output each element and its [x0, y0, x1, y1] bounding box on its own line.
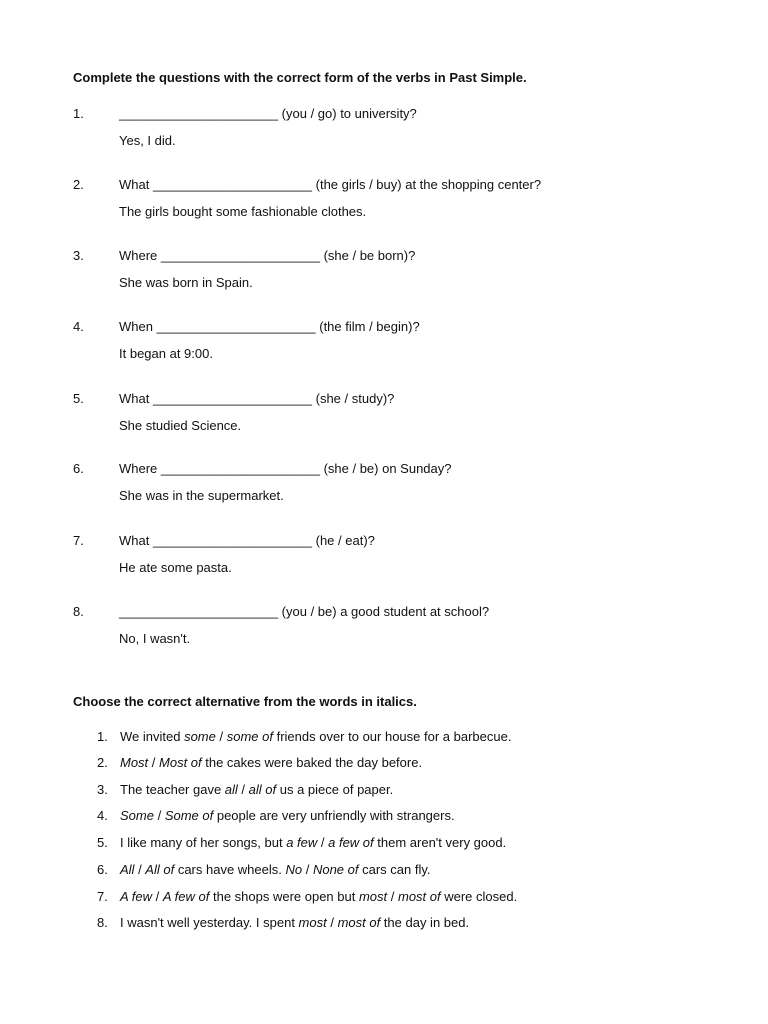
exercise2-item	[97, 915, 469, 930]
item-number: 1.	[97, 729, 108, 744]
question-text: ______________________ (you / be) a good student at school?	[119, 604, 490, 619]
alternative-text: a few	[286, 835, 318, 850]
alternative-text: most	[358, 889, 388, 904]
exercise1-instruction: Complete the questions with the correct form of the verbs in Past Simple.	[73, 70, 527, 85]
item-number: 7.	[97, 889, 108, 904]
item-number: 8.	[97, 915, 108, 930]
exercise2-item	[97, 808, 455, 823]
alternative-text: All of	[145, 862, 175, 877]
item-number: 2.	[97, 755, 108, 770]
sentence-text: were closed.	[440, 889, 518, 904]
sentence-text: I like many of her songs, but	[120, 835, 287, 850]
exercise2-item	[97, 729, 511, 744]
answer-text: She was in the supermarket.	[119, 488, 284, 503]
alternative-text: some	[184, 729, 216, 744]
sentence-text: the cakes were baked the day before.	[201, 755, 423, 770]
alternative-text: Most	[120, 755, 149, 770]
alternative-text: all of	[248, 782, 277, 797]
alternative-text: all	[224, 782, 238, 797]
exercise2-item	[97, 862, 431, 877]
separator: /	[317, 835, 329, 850]
item-number: 7.	[73, 533, 84, 548]
alternative-text: a few of	[328, 835, 374, 850]
sentence-text: them aren't very good.	[373, 835, 507, 850]
item-number: 1.	[73, 106, 84, 121]
item-number: 6.	[97, 862, 108, 877]
separator: /	[153, 808, 165, 823]
answer-text: She studied Science.	[119, 418, 242, 433]
exercise2-item	[97, 835, 506, 850]
sentence-text: cars have wheels.	[174, 862, 286, 877]
question-text: What ______________________ (she / study)?	[119, 391, 395, 406]
sentence-text: The teacher gave	[120, 782, 225, 797]
question-text: Where ______________________ (she / be) on Sunday?	[119, 461, 452, 476]
separator: /	[134, 862, 146, 877]
alternative-text: most of	[337, 915, 381, 930]
sentence-text: I wasn't well yesterday. I spent	[120, 915, 299, 930]
item-number: 8.	[73, 604, 84, 619]
separator: /	[302, 862, 313, 877]
alternative-text: some of	[226, 729, 273, 744]
question-text: What ______________________ (the girls / buy) at the shopping center?	[119, 177, 542, 192]
item-number: 3.	[97, 782, 108, 797]
exercise2-item	[97, 755, 422, 770]
alternative-text: most	[298, 915, 327, 930]
answer-text: No, I wasn't.	[119, 631, 191, 646]
answer-text: The girls bought some fashionable clothes.	[119, 204, 367, 219]
separator: /	[237, 782, 249, 797]
answer-text: She was born in Spain.	[119, 275, 253, 290]
question-text: Where ______________________ (she / be born)?	[119, 248, 416, 263]
item-number: 4.	[97, 808, 108, 823]
alternative-text: A few of	[162, 889, 210, 904]
sentence-text: friends over to our house for a barbecue.	[272, 729, 512, 744]
item-number: 5.	[73, 391, 84, 406]
sentence-text: the shops were open but	[209, 889, 359, 904]
question-text: When ______________________ (the film / begin)?	[119, 319, 420, 334]
sentence-text: the day in bed.	[380, 915, 470, 930]
alternative-text: most of	[397, 889, 441, 904]
alternative-text: Most of	[159, 755, 202, 770]
alternative-text: Some	[120, 808, 154, 823]
answer-text: It began at 9:00.	[119, 346, 213, 361]
item-number: 2.	[73, 177, 84, 192]
alternative-text: A few	[120, 889, 153, 904]
item-number: 4.	[73, 319, 84, 334]
exercise2-item	[97, 782, 393, 797]
answer-text: He ate some pasta.	[119, 560, 232, 575]
question-text: What ______________________ (he / eat)?	[119, 533, 375, 548]
item-number: 5.	[97, 835, 108, 850]
alternative-text: All	[120, 862, 135, 877]
separator: /	[387, 889, 398, 904]
sentence-text: cars can fly.	[358, 862, 431, 877]
exercise2-instruction: Choose the correct alternative from the words in italics.	[73, 694, 417, 709]
alternative-text: None of	[312, 862, 359, 877]
item-number: 6.	[73, 461, 84, 476]
alternative-text: Some of	[164, 808, 214, 823]
separator: /	[152, 889, 163, 904]
sentence-text: us a piece of paper.	[276, 782, 394, 797]
sentence-text: people are very unfriendly with strangers.	[213, 808, 455, 823]
separator: /	[148, 755, 160, 770]
sentence-text: We invited	[120, 729, 185, 744]
separator: /	[215, 729, 227, 744]
question-text: ______________________ (you / go) to university?	[119, 106, 417, 121]
separator: /	[326, 915, 338, 930]
alternative-text: No	[285, 862, 303, 877]
exercise2-item	[97, 889, 517, 904]
answer-text: Yes, I did.	[119, 133, 176, 148]
item-number: 3.	[73, 248, 84, 263]
